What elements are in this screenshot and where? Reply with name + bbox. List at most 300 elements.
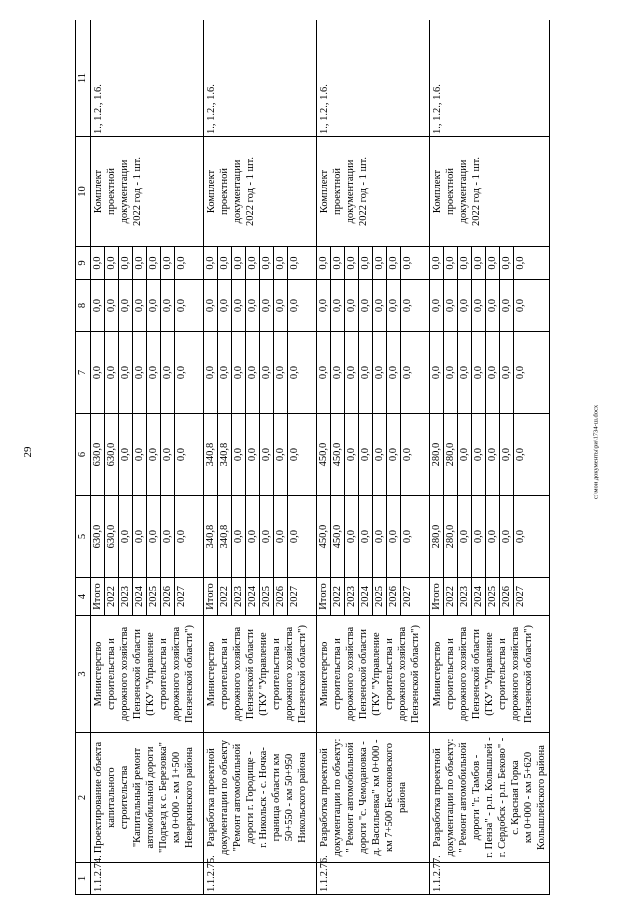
years-value: Итого	[430, 578, 444, 615]
col8-value: 0,0	[331, 280, 345, 331]
result-line: документации	[458, 159, 469, 224]
header-col-11: 11	[76, 20, 91, 137]
measure-name-line: дороги г. Городище -	[245, 751, 256, 844]
col8	[317, 280, 430, 332]
executor-line: дорожного хозяйства	[119, 626, 130, 722]
executor-line: дорожного хозяйства	[284, 626, 295, 722]
col9-value: 0,0	[359, 247, 373, 279]
executor-line: дорожного хозяйства	[458, 626, 469, 722]
col5-value: 280,0	[430, 496, 444, 577]
years-value: 2022	[218, 578, 232, 615]
col6-value: 450,0	[331, 414, 345, 495]
measure-name	[317, 733, 430, 863]
measure-name-line: "Капитальный ремонт	[132, 747, 143, 848]
table-wrapper	[75, 20, 575, 895]
col9-value: 0,0	[345, 247, 359, 279]
col9-value: 0,0	[147, 247, 161, 279]
col9-value: 0,0	[387, 247, 401, 279]
years-value: Итого	[204, 578, 218, 615]
executor-line: Пензенской области	[471, 628, 482, 720]
years-value: 2025	[260, 578, 274, 615]
measure-name-line: г. Сердобск - р.п. Беково" -	[497, 737, 508, 858]
col9-value: 0,0	[317, 247, 331, 279]
col9-value: 0,0	[176, 256, 187, 270]
result-line: документации	[119, 159, 130, 224]
col9-value: 0,0	[260, 247, 274, 279]
col6-value: 0,0	[232, 414, 246, 495]
col6	[317, 414, 430, 496]
years-value: 2024	[133, 578, 147, 615]
col6-value: 0,0	[472, 414, 486, 495]
executor-line: строительства и	[384, 638, 395, 710]
col5-value: 0,0	[260, 496, 274, 577]
col7-value: 0,0	[91, 332, 105, 413]
col7-value: 0,0	[119, 332, 133, 413]
col6-value: 630,0	[105, 414, 119, 495]
years-value: 2027	[515, 586, 526, 607]
result-line: 2022 год - 1 шт.	[245, 156, 256, 227]
result	[430, 137, 550, 247]
years-value: 2026	[161, 578, 175, 615]
col5-value: 0,0	[486, 496, 500, 577]
col7-value: 0,0	[373, 332, 387, 413]
col8-value: 0,0	[176, 298, 187, 313]
col8-value: 0,0	[486, 280, 500, 331]
col8-value: 0,0	[147, 280, 161, 331]
col8-value: 0,0	[430, 280, 444, 331]
years-value: 2025	[147, 578, 161, 615]
executor	[317, 616, 430, 733]
executor-line: (ГКУ "Управление	[371, 632, 382, 716]
executor-line: Пензенской области")	[523, 625, 534, 723]
col5-value: 0,0	[246, 496, 260, 577]
col5-value: 0,0	[387, 496, 401, 577]
years-value: 2022	[444, 578, 458, 615]
years-value: 2024	[359, 578, 373, 615]
col8-value: 0,0	[373, 280, 387, 331]
col8-value: 0,0	[500, 280, 514, 331]
years-value: 2026	[274, 578, 288, 615]
indicator: 1., 1.2., 1.6.	[204, 20, 317, 137]
indicator: 1., 1.2., 1.6.	[317, 20, 430, 137]
rotated-table-container	[75, 20, 575, 895]
col8-value: 0,0	[345, 280, 359, 331]
col9	[317, 247, 430, 280]
header-col-8: 8	[76, 280, 91, 332]
col6-value: 0,0	[119, 414, 133, 495]
col6-value: 340,8	[204, 414, 218, 495]
measure-name-line: г. Пенза" - р.п. Колышлей -	[484, 737, 495, 858]
col7-value: 0,0	[232, 332, 246, 413]
result	[91, 137, 204, 247]
col7-value: 0,0	[289, 365, 300, 380]
header-col-6: 6	[76, 414, 91, 496]
executor-line: строительства и	[332, 638, 343, 710]
executor-line: Пензенской области	[132, 628, 143, 720]
col8-value: 0,0	[105, 280, 119, 331]
col6-value: 340,8	[218, 414, 232, 495]
col5-value: 0,0	[472, 496, 486, 577]
result-line: Комплект	[319, 169, 330, 214]
measure-name-line: " Ремонт автомобильной	[458, 742, 469, 853]
col6-value: 0,0	[486, 414, 500, 495]
years-value: 2024	[472, 578, 486, 615]
col8-value: 0,0	[472, 280, 486, 331]
col6-value: 0,0	[458, 414, 472, 495]
years-value: 2024	[246, 578, 260, 615]
col9-value: 0,0	[500, 247, 514, 279]
header-col-4: 4	[76, 578, 91, 616]
executor-line: дорожного хозяйства	[397, 626, 408, 722]
measure-name-line: района	[397, 781, 408, 814]
col6-value: 0,0	[176, 447, 187, 462]
col9-value: 0,0	[444, 247, 458, 279]
measure-name-line: Разработка проектной	[432, 748, 443, 847]
col9-value: 0,0	[289, 256, 300, 270]
col8-value: 0,0	[402, 298, 413, 313]
col5-value: 450,0	[317, 496, 331, 577]
col9-value: 0,0	[119, 247, 133, 279]
measure-name-line: д. Васильевка" км 0+000 -	[371, 739, 382, 856]
row-id: 1.1.2.76.	[317, 863, 430, 895]
col7-value: 0,0	[331, 332, 345, 413]
col5-value: 630,0	[105, 496, 119, 577]
col5-value: 0,0	[402, 529, 413, 544]
col6-value: 0,0	[402, 447, 413, 462]
col7-value: 0,0	[161, 332, 175, 413]
col5-value: 340,8	[218, 496, 232, 577]
col8-value: 0,0	[289, 298, 300, 313]
col6-value: 280,0	[430, 414, 444, 495]
measure-name-line: документации по объекту	[219, 739, 230, 856]
years-value: 2023	[345, 578, 359, 615]
measure-name-line: с. Красная Горка	[510, 760, 521, 835]
col7-value: 0,0	[430, 332, 444, 413]
result-line: 2022 год - 1 шт.	[471, 156, 482, 227]
result-line: Комплект	[206, 169, 217, 214]
col5-value: 0,0	[515, 529, 526, 544]
col6-value: 0,0	[515, 447, 526, 462]
col7-value: 0,0	[105, 332, 119, 413]
header-row	[76, 20, 91, 895]
executor-line: строительства и	[106, 638, 117, 710]
years-value: 2025	[373, 578, 387, 615]
col6-value: 0,0	[246, 414, 260, 495]
measure-name-line: "Ремонт автомобильной	[232, 743, 243, 852]
measure-name-line: км 0+000 - км 5+620	[523, 751, 534, 844]
executor-line: дорожного хозяйства	[171, 626, 182, 722]
executor-line: строительства и	[219, 638, 230, 710]
col5	[430, 496, 550, 578]
col9-value: 0,0	[402, 256, 413, 270]
col8-value: 0,0	[515, 298, 526, 313]
result	[317, 137, 430, 247]
col8-value: 0,0	[260, 280, 274, 331]
col9	[91, 247, 204, 280]
col6-value: 0,0	[289, 447, 300, 462]
col9	[430, 247, 550, 280]
col8-value: 0,0	[458, 280, 472, 331]
measure-name-line: граница области км	[271, 753, 282, 842]
col7-value: 0,0	[218, 332, 232, 413]
header-col-9: 9	[76, 247, 91, 280]
col6-value: 280,0	[444, 414, 458, 495]
executor-line: строительства и	[271, 638, 282, 710]
col6-value: 0,0	[373, 414, 387, 495]
executor-line: строительства и	[497, 638, 508, 710]
col9-value: 0,0	[91, 247, 105, 279]
years	[204, 578, 317, 616]
years-value: 2022	[331, 578, 345, 615]
col7	[204, 332, 317, 414]
years	[91, 578, 204, 616]
col6-value: 0,0	[147, 414, 161, 495]
col7-value: 0,0	[500, 332, 514, 413]
result-line: документации	[232, 159, 243, 224]
measure-name	[204, 733, 317, 863]
executor-line: строительства и	[445, 638, 456, 710]
col8-value: 0,0	[91, 280, 105, 331]
col5-value: 450,0	[331, 496, 345, 577]
measure-name-line: Никольского района	[297, 752, 308, 843]
result-line: Комплект	[93, 169, 104, 214]
col8-value: 0,0	[387, 280, 401, 331]
col8-value: 0,0	[119, 280, 133, 331]
col5-value: 0,0	[147, 496, 161, 577]
col8-value: 0,0	[246, 280, 260, 331]
col9-value: 0,0	[430, 247, 444, 279]
col6-value: 0,0	[260, 414, 274, 495]
col8	[91, 280, 204, 332]
result-line: 2022 год - 1 шт.	[358, 156, 369, 227]
col7-value: 0,0	[486, 332, 500, 413]
result-line: проектной	[445, 168, 456, 215]
header-col-10: 10	[76, 137, 91, 247]
executor	[204, 616, 317, 733]
measure-name-line: дороги "с. Чемодановка -	[358, 741, 369, 854]
table-row	[430, 20, 550, 895]
result-line: документации	[345, 159, 356, 224]
col9-value: 0,0	[373, 247, 387, 279]
measure-name-line: Неверкинского района	[184, 747, 195, 848]
measure-name-line: " Ремонт автомобильной	[345, 742, 356, 853]
table-row	[204, 20, 317, 895]
col5	[91, 496, 204, 578]
measure-name-line: дороги "г. Тамбов -	[471, 754, 482, 841]
col5-value: 280,0	[444, 496, 458, 577]
executor-line: Пензенской области	[245, 628, 256, 720]
col5-value: 0,0	[161, 496, 175, 577]
executor-line: Пензенской области")	[184, 625, 195, 723]
result	[204, 137, 317, 247]
row-id: 1.1.2.74.	[91, 863, 204, 895]
col8-value: 0,0	[274, 280, 288, 331]
row-id: 1.1.2.77.	[430, 863, 550, 895]
header-col-1: 1	[76, 863, 91, 895]
col9-value: 0,0	[246, 247, 260, 279]
years-value: 2023	[232, 578, 246, 615]
years-value: 2022	[105, 578, 119, 615]
col9-value: 0,0	[218, 247, 232, 279]
result-line: проектной	[106, 168, 117, 215]
col7-value: 0,0	[274, 332, 288, 413]
executor-line: дорожного хозяйства	[510, 626, 521, 722]
col5	[204, 496, 317, 578]
col8-value: 0,0	[317, 280, 331, 331]
measure-name-line: км 0+000 - км 1+500	[171, 751, 182, 844]
executor-line: Пензенской области	[358, 628, 369, 720]
col7-value: 0,0	[359, 332, 373, 413]
measure-name-line: км 7+500 Бессоновского	[384, 743, 395, 852]
col8-value: 0,0	[204, 280, 218, 331]
years-value: Итого	[317, 578, 331, 615]
col5-value: 0,0	[274, 496, 288, 577]
col5-value: 0,0	[232, 496, 246, 577]
col7-value: 0,0	[472, 332, 486, 413]
executor	[430, 616, 550, 733]
col5-value: 630,0	[91, 496, 105, 577]
executor-line: дорожного хозяйства	[232, 626, 243, 722]
measure-name-line: Разработка проектной	[319, 748, 330, 847]
header-col-3: 3	[76, 616, 91, 733]
indicator: 1., 1.2., 1.6.	[430, 20, 550, 137]
col9-value: 0,0	[458, 247, 472, 279]
executor	[91, 616, 204, 733]
col8	[430, 280, 550, 332]
indicator: 1., 1.2., 1.6.	[91, 20, 204, 137]
years-value: 2027	[402, 586, 413, 607]
program-table	[75, 20, 550, 895]
years-value: 2026	[387, 578, 401, 615]
col9-value: 0,0	[232, 247, 246, 279]
col9-value: 0,0	[472, 247, 486, 279]
col7-value: 0,0	[458, 332, 472, 413]
col8-value: 0,0	[232, 280, 246, 331]
table-row	[317, 20, 430, 895]
executor-line: Пензенской области")	[297, 625, 308, 723]
col7-value: 0,0	[147, 332, 161, 413]
col9	[204, 247, 317, 280]
col5-value: 340,8	[204, 496, 218, 577]
measure-name	[430, 733, 550, 863]
measure-name-line: Колышлейского района	[536, 745, 547, 850]
col5-value: 0,0	[289, 529, 300, 544]
col9-value: 0,0	[486, 247, 500, 279]
years-value: 2025	[486, 578, 500, 615]
col9-value: 0,0	[133, 247, 147, 279]
col9-value: 0,0	[204, 247, 218, 279]
footer-file-path: с:\мои документы\ри\1734-ш.docx	[592, 404, 600, 500]
measure-name-line: 50+550 - км 50+950	[284, 753, 295, 842]
col5-value: 0,0	[458, 496, 472, 577]
col9-value: 0,0	[161, 247, 175, 279]
col6	[430, 414, 550, 496]
col6-value: 450,0	[317, 414, 331, 495]
col7	[430, 332, 550, 414]
row-id: 1.1.2.75.	[204, 863, 317, 895]
header-col-7: 7	[76, 332, 91, 414]
executor-line: строительства и	[158, 638, 169, 710]
measure-name-line: документации по объекту:	[445, 738, 456, 857]
executor-line: (ГКУ "Управление	[145, 632, 156, 716]
executor-line: (ГКУ "Управление	[258, 632, 269, 716]
executor-line: Министерство	[432, 641, 443, 707]
col6-value: 0,0	[359, 414, 373, 495]
col9-value: 0,0	[274, 247, 288, 279]
years-value: 2023	[119, 578, 133, 615]
measure-name-line: Разработка проектной	[206, 748, 217, 847]
col6-value: 0,0	[500, 414, 514, 495]
years	[430, 578, 550, 616]
col7-value: 0,0	[260, 332, 274, 413]
years	[317, 578, 430, 616]
table-row	[91, 20, 204, 895]
header-col-5: 5	[76, 496, 91, 578]
col7	[317, 332, 430, 414]
col5-value: 0,0	[176, 529, 187, 544]
col7-value: 0,0	[387, 332, 401, 413]
measure-name-line: строительства	[119, 765, 130, 830]
col6-value: 0,0	[274, 414, 288, 495]
col6-value: 0,0	[345, 414, 359, 495]
col9-value: 0,0	[331, 247, 345, 279]
years-value: Итого	[91, 578, 105, 615]
col8-value: 0,0	[161, 280, 175, 331]
years-value: 2026	[500, 578, 514, 615]
measure-name-line: Проектирование объекта	[93, 741, 104, 854]
col5-value: 0,0	[133, 496, 147, 577]
col5-value: 0,0	[500, 496, 514, 577]
table-body	[91, 20, 550, 895]
result-line: 2022 год - 1 шт.	[132, 156, 143, 227]
col7-value: 0,0	[345, 332, 359, 413]
col8-value: 0,0	[444, 280, 458, 331]
result-line: проектной	[332, 168, 343, 215]
col6-value: 0,0	[133, 414, 147, 495]
col7-value: 0,0	[317, 332, 331, 413]
col8-value: 0,0	[133, 280, 147, 331]
col6-value: 0,0	[387, 414, 401, 495]
col7-value: 0,0	[176, 365, 187, 380]
col6-value: 630,0	[91, 414, 105, 495]
result-line: Комплект	[432, 169, 443, 214]
col6	[204, 414, 317, 496]
years-value: 2027	[289, 586, 300, 607]
measure-name-line: "Подъезд к с. Березовка"	[158, 742, 169, 853]
executor-line: Министерство	[319, 641, 330, 707]
col5-value: 0,0	[373, 496, 387, 577]
col7-value: 0,0	[444, 332, 458, 413]
col8	[204, 280, 317, 332]
col7-value: 0,0	[204, 332, 218, 413]
result-line: проектной	[219, 168, 230, 215]
col7-value: 0,0	[133, 332, 147, 413]
col7-value: 0,0	[515, 365, 526, 380]
col5-value: 0,0	[359, 496, 373, 577]
measure-name-line: капитального	[106, 767, 117, 828]
col8-value: 0,0	[218, 280, 232, 331]
col5-value: 0,0	[119, 496, 133, 577]
measure-name-line: документации по объекту:	[332, 738, 343, 857]
header-col-2: 2	[76, 733, 91, 863]
col6	[91, 414, 204, 496]
col7-value: 0,0	[246, 332, 260, 413]
measure-name	[91, 733, 204, 863]
col6-value: 0,0	[161, 414, 175, 495]
col5-value: 0,0	[345, 496, 359, 577]
executor-line: Министерство	[93, 641, 104, 707]
col7-value: 0,0	[402, 365, 413, 380]
